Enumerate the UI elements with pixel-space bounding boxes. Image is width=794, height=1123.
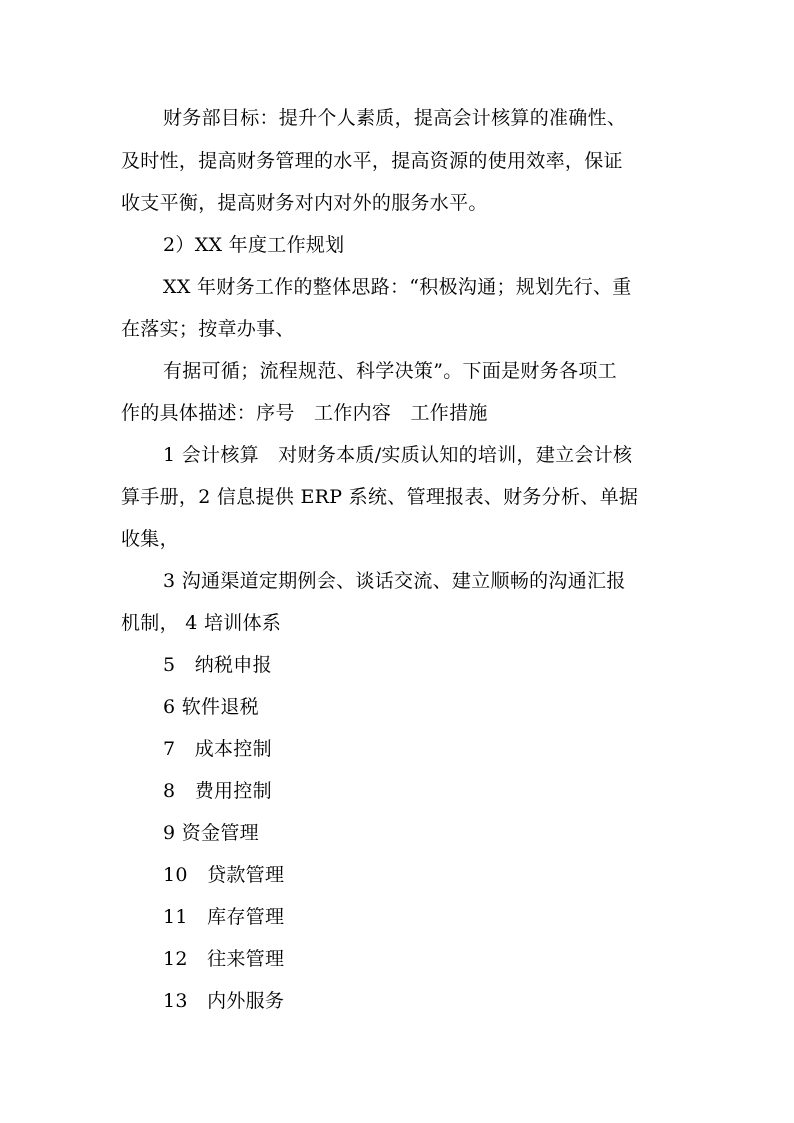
list-item: 8 费用控制 xyxy=(163,780,272,802)
list-item: 5 纳税申报 xyxy=(163,654,272,676)
list-item: 7 成本控制 xyxy=(163,738,272,760)
paragraph-line: 在落实；按章办事、 xyxy=(121,318,295,340)
paragraph-line: 收支平衡，提高财务对内对外的服务水平。 xyxy=(121,192,488,214)
paragraph-line: 及时性，提高财务管理的水平，提高资源的使用效率，保证 xyxy=(121,150,623,172)
paragraph-line: 作的具体描述：序号 工作内容 工作措施 xyxy=(121,402,488,424)
paragraph-line: 机制， 4 培训体系 xyxy=(121,612,282,634)
paragraph-line: XX 年财务工作的整体思路：“积极沟通；规划先行、重 xyxy=(163,276,632,298)
paragraph-line: 收集， xyxy=(121,528,179,550)
list-item: 11 库存管理 xyxy=(163,906,285,928)
paragraph-line: 有据可循；流程规范、科学决策”。下面是财务各项工 xyxy=(163,360,617,382)
list-item: 9 资金管理 xyxy=(163,822,259,844)
list-item: 12 往来管理 xyxy=(163,948,285,970)
list-item: 6 软件退税 xyxy=(163,696,259,718)
list-item: 13 内外服务 xyxy=(163,990,285,1012)
paragraph-line: 财务部目标：提升个人素质，提高会计核算的准确性、 xyxy=(163,107,627,129)
paragraph-line: 1 会计核算 对财务本质/实质认知的培训，建立会计核 xyxy=(163,444,633,466)
list-item: 10 贷款管理 xyxy=(163,864,285,886)
paragraph-line: 3 沟通渠道定期例会、谈话交流、建立顺畅的沟通汇报 xyxy=(163,570,626,592)
section-heading: 2）XX 年度工作规划 xyxy=(163,234,345,256)
paragraph-line: 算手册，2 信息提供 ERP 系统、管理报表、财务分析、单据 xyxy=(121,486,639,508)
